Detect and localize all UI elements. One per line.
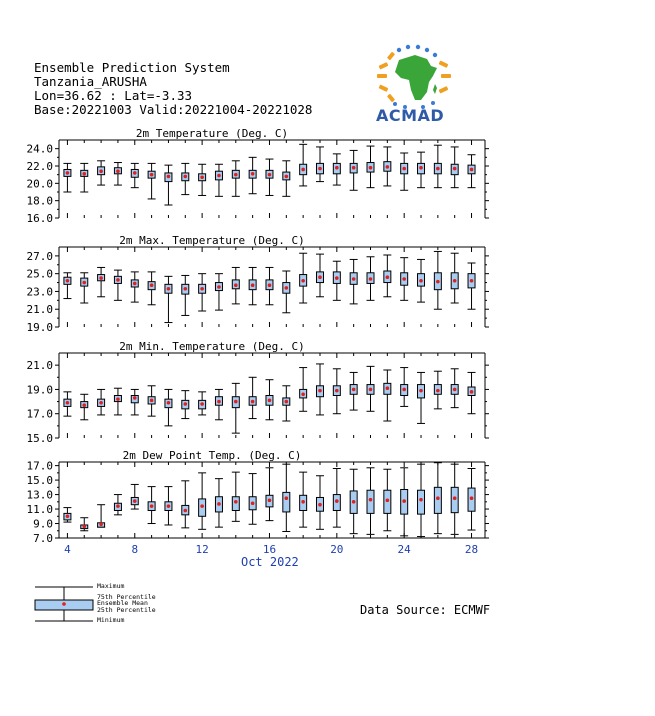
mean-point bbox=[436, 389, 440, 393]
y-tick-label: 22.0 bbox=[26, 160, 53, 173]
mean-point bbox=[318, 167, 322, 171]
iqr-box bbox=[451, 487, 458, 512]
y-tick-label: 21.0 bbox=[26, 359, 53, 373]
mean-point bbox=[268, 173, 272, 177]
mean-point bbox=[301, 392, 305, 396]
mean-point bbox=[386, 275, 390, 279]
mean-point bbox=[301, 500, 305, 504]
legend-p75: 75th Percentile bbox=[97, 593, 156, 601]
mean-point bbox=[99, 276, 103, 280]
mean-point bbox=[369, 277, 373, 281]
mean-point bbox=[335, 276, 339, 280]
mean-point bbox=[285, 496, 289, 500]
mean-point bbox=[66, 171, 70, 175]
iqr-box bbox=[434, 487, 441, 513]
mean-point bbox=[470, 496, 474, 500]
mean-point bbox=[150, 173, 154, 177]
mean-point bbox=[133, 396, 137, 400]
mean-point bbox=[183, 402, 187, 406]
acmad-logo-text: ACMAD bbox=[376, 106, 445, 125]
mean-point bbox=[200, 504, 204, 508]
iqr-box bbox=[418, 490, 425, 514]
mean-point bbox=[436, 280, 440, 284]
x-tick-label: 20 bbox=[330, 543, 344, 556]
mean-point bbox=[150, 504, 154, 508]
mean-point bbox=[82, 172, 86, 176]
header-base-valid: Base:20221003 Valid:20221004-20221028 bbox=[34, 102, 313, 117]
y-tick-label: 19.0 bbox=[26, 321, 53, 334]
iqr-box bbox=[283, 492, 290, 512]
mean-point bbox=[234, 173, 238, 177]
mean-point bbox=[150, 283, 154, 287]
mean-point bbox=[285, 400, 289, 404]
y-tick-label: 18.0 bbox=[26, 194, 53, 208]
mean-point bbox=[217, 285, 221, 289]
mean-point bbox=[183, 175, 187, 179]
y-tick-label: 17.0 bbox=[26, 407, 53, 421]
mean-point bbox=[301, 168, 305, 172]
mean-point bbox=[268, 399, 272, 403]
mean-point bbox=[116, 397, 120, 401]
mean-point bbox=[116, 504, 120, 508]
mean-point bbox=[301, 279, 305, 283]
legend-graphic bbox=[33, 584, 95, 624]
mean-point bbox=[419, 166, 423, 170]
mean-point bbox=[251, 501, 255, 505]
y-tick-label: 7.0 bbox=[33, 532, 53, 545]
y-tick-label: 20.0 bbox=[26, 177, 53, 191]
x-tick-label: 8 bbox=[131, 543, 139, 556]
mean-point bbox=[402, 388, 406, 392]
y-tick-label: 11.0 bbox=[26, 503, 53, 517]
mean-point bbox=[453, 167, 457, 171]
y-tick-label: 15.0 bbox=[26, 432, 53, 445]
data-source: Data Source: ECMWF bbox=[360, 603, 491, 617]
mean-point bbox=[251, 172, 255, 176]
mean-point bbox=[335, 499, 339, 503]
mean-point bbox=[453, 279, 457, 283]
mean-point bbox=[183, 509, 187, 513]
x-tick-label: 4 bbox=[64, 543, 71, 556]
mean-point bbox=[318, 389, 322, 393]
mean-point bbox=[369, 166, 373, 170]
mean-point bbox=[82, 525, 86, 529]
mean-point bbox=[352, 500, 356, 504]
mean-point bbox=[200, 175, 204, 179]
header-coordinates: Lon=36.62 : Lat=-3.33 bbox=[34, 88, 193, 103]
mean-point bbox=[386, 165, 390, 169]
mean-point bbox=[99, 401, 103, 405]
y-tick-label: 27.0 bbox=[26, 249, 53, 263]
mean-point bbox=[82, 281, 86, 285]
mean-point bbox=[386, 499, 390, 503]
mean-point bbox=[234, 500, 238, 504]
y-tick-label: 13.0 bbox=[26, 488, 53, 502]
mean-point bbox=[436, 167, 440, 171]
mean-point bbox=[318, 275, 322, 279]
mean-point bbox=[402, 499, 406, 503]
mean-point bbox=[268, 499, 272, 503]
mean-point bbox=[436, 496, 440, 500]
mean-point bbox=[82, 403, 86, 407]
mean-point bbox=[167, 287, 171, 291]
y-tick-label: 17.0 bbox=[26, 459, 53, 473]
y-tick-label: 16.0 bbox=[26, 212, 53, 225]
panel-title: 2m Max. Temperature (Deg. C) bbox=[119, 234, 305, 247]
mean-point bbox=[133, 171, 137, 175]
mean-point bbox=[217, 400, 221, 404]
mean-point bbox=[66, 514, 70, 518]
y-tick-label: 21.0 bbox=[26, 303, 53, 317]
mean-point bbox=[470, 279, 474, 283]
x-tick-label: 12 bbox=[195, 543, 209, 556]
mean-point bbox=[419, 279, 423, 283]
mean-point bbox=[419, 498, 423, 502]
legend-mean: Ensemble Mean bbox=[97, 599, 148, 607]
x-axis-month-label: Oct 2022 bbox=[240, 555, 299, 569]
mean-point bbox=[268, 283, 272, 287]
y-tick-label: 24.0 bbox=[26, 142, 53, 156]
mean-point bbox=[369, 388, 373, 392]
mean-point bbox=[217, 174, 221, 178]
mean-point bbox=[150, 399, 154, 403]
y-tick-label: 19.0 bbox=[26, 383, 53, 397]
mean-point bbox=[234, 283, 238, 287]
x-tick-label: 28 bbox=[464, 543, 479, 556]
mean-point bbox=[99, 522, 103, 526]
mean-point bbox=[200, 287, 204, 291]
mean-point bbox=[285, 175, 289, 179]
iqr-box bbox=[367, 490, 374, 513]
y-tick-label: 23.0 bbox=[26, 285, 53, 299]
mean-point bbox=[116, 278, 120, 282]
mean-point bbox=[369, 498, 373, 502]
mean-point bbox=[183, 287, 187, 291]
mean-point bbox=[217, 502, 221, 506]
mean-point bbox=[352, 277, 356, 281]
mean-point bbox=[352, 166, 356, 170]
mean-point bbox=[419, 389, 423, 393]
panel-title: 2m Temperature (Deg. C) bbox=[135, 127, 289, 140]
y-tick-label: 9.0 bbox=[33, 517, 53, 531]
mean-point bbox=[167, 401, 171, 405]
mean-point bbox=[133, 499, 137, 503]
mean-point bbox=[318, 503, 322, 507]
mean-point bbox=[402, 167, 406, 171]
mean-point bbox=[251, 400, 255, 404]
mean-point bbox=[99, 169, 103, 173]
mean-point bbox=[453, 388, 457, 392]
mean-point bbox=[335, 166, 339, 170]
mean-point bbox=[200, 402, 204, 406]
mean-point bbox=[66, 279, 70, 283]
mean-point bbox=[453, 496, 457, 500]
x-tick-label: 16 bbox=[262, 543, 277, 556]
mean-point bbox=[470, 390, 474, 394]
y-tick-label: 25.0 bbox=[26, 267, 53, 281]
legend-minimum: Minimum bbox=[97, 616, 125, 624]
mean-point bbox=[66, 401, 70, 405]
mean-point bbox=[133, 282, 137, 286]
header-title: Ensemble Prediction System bbox=[34, 60, 230, 75]
x-tick-label: 24 bbox=[397, 543, 411, 556]
mean-point bbox=[167, 504, 171, 508]
mean-point bbox=[251, 283, 255, 287]
mean-point bbox=[234, 400, 238, 404]
mean-point bbox=[335, 389, 339, 393]
mean-point bbox=[470, 168, 474, 172]
mean-point bbox=[352, 388, 356, 392]
legend-p25: 25th Percentile bbox=[97, 606, 156, 614]
panel-title: 2m Min. Temperature (Deg. C) bbox=[119, 340, 305, 353]
mean-point bbox=[402, 277, 406, 281]
mean-point bbox=[167, 175, 171, 179]
y-tick-label: 15.0 bbox=[26, 474, 53, 488]
iqr-box bbox=[232, 497, 239, 511]
mean-point bbox=[285, 286, 289, 290]
legend-maximum: Maximum bbox=[97, 582, 125, 590]
header-location: Tanzania_ARUSHA bbox=[34, 74, 147, 89]
panel-title: 2m Dew Point Temp. (Deg. C) bbox=[122, 449, 302, 462]
mean-point bbox=[386, 386, 390, 390]
mean-point bbox=[116, 169, 120, 173]
